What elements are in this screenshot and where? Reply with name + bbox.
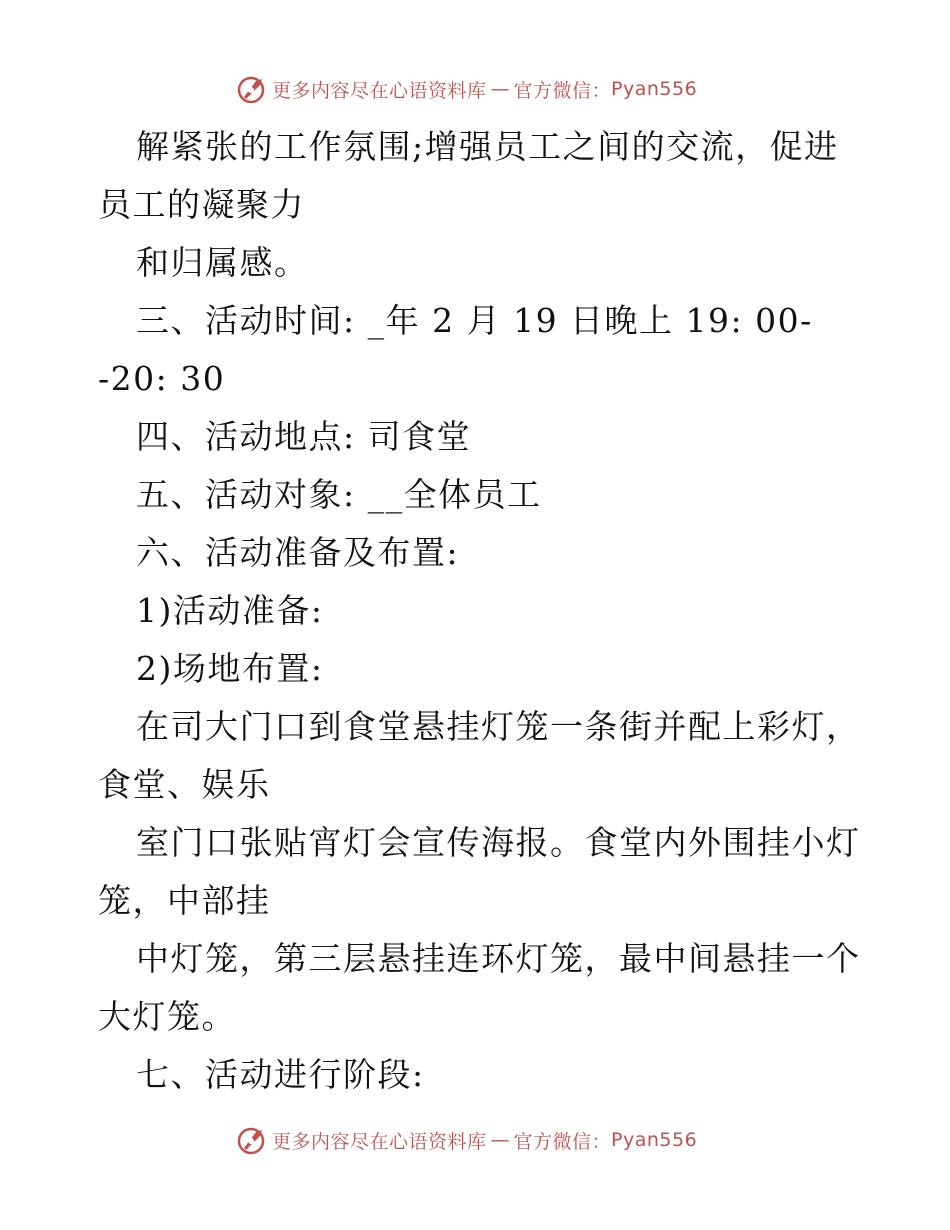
document-body <box>98 118 878 1104</box>
text-line: 解紧张的工作氛围;增强员工之间的交流，促进 <box>136 127 839 166</box>
watermark-dash: — <box>490 78 510 100</box>
text-line: 和归属感。 <box>136 243 309 282</box>
pen-nib-logo-icon <box>236 1124 268 1156</box>
header-watermark <box>236 72 697 106</box>
text-line: 五、活动对象: __全体员工 <box>136 475 542 514</box>
watermark-label-text: 官方微信： <box>513 79 612 102</box>
text-line: 四、活动地点: 司食堂 <box>136 417 472 456</box>
text-line: 1)活动准备: <box>136 591 324 630</box>
text-line: 笼，中部挂 <box>98 881 271 920</box>
text-line: 员工的凝聚力 <box>98 185 305 224</box>
watermark-label-text: 官方微信： <box>513 1130 612 1153</box>
text-line: 七、活动进行阶段: <box>136 1055 425 1094</box>
watermark-account-text: Pyan556 <box>611 78 698 100</box>
text-line: -20: 30 <box>98 359 226 398</box>
watermark-site-text: 更多内容尽在心语资料库 <box>272 79 487 102</box>
text-line: 中灯笼，第三层悬挂连环灯笼，最中间悬挂一个 <box>136 939 861 978</box>
text-line: 食堂、娱乐 <box>98 765 271 804</box>
text-line: 大灯笼。 <box>98 997 236 1036</box>
footer-watermark <box>236 1123 697 1157</box>
text-line: 室门口张贴宵灯会宣传海报。食堂内外围挂小灯 <box>136 823 861 862</box>
text-line: 2)场地布置: <box>136 649 324 688</box>
text-line: 在司大门口到食堂悬挂灯笼一条街并配上彩灯， <box>136 707 861 746</box>
text-line: 三、活动时间: _年 2 月 19 日晚上 19: 00- <box>136 301 813 340</box>
watermark-dash: — <box>490 1129 510 1151</box>
text-line: 六、活动准备及布置: <box>136 533 460 572</box>
watermark-account-text: Pyan556 <box>611 1129 698 1151</box>
watermark-site-text: 更多内容尽在心语资料库 <box>272 1130 487 1153</box>
pen-nib-logo-icon <box>236 73 268 105</box>
